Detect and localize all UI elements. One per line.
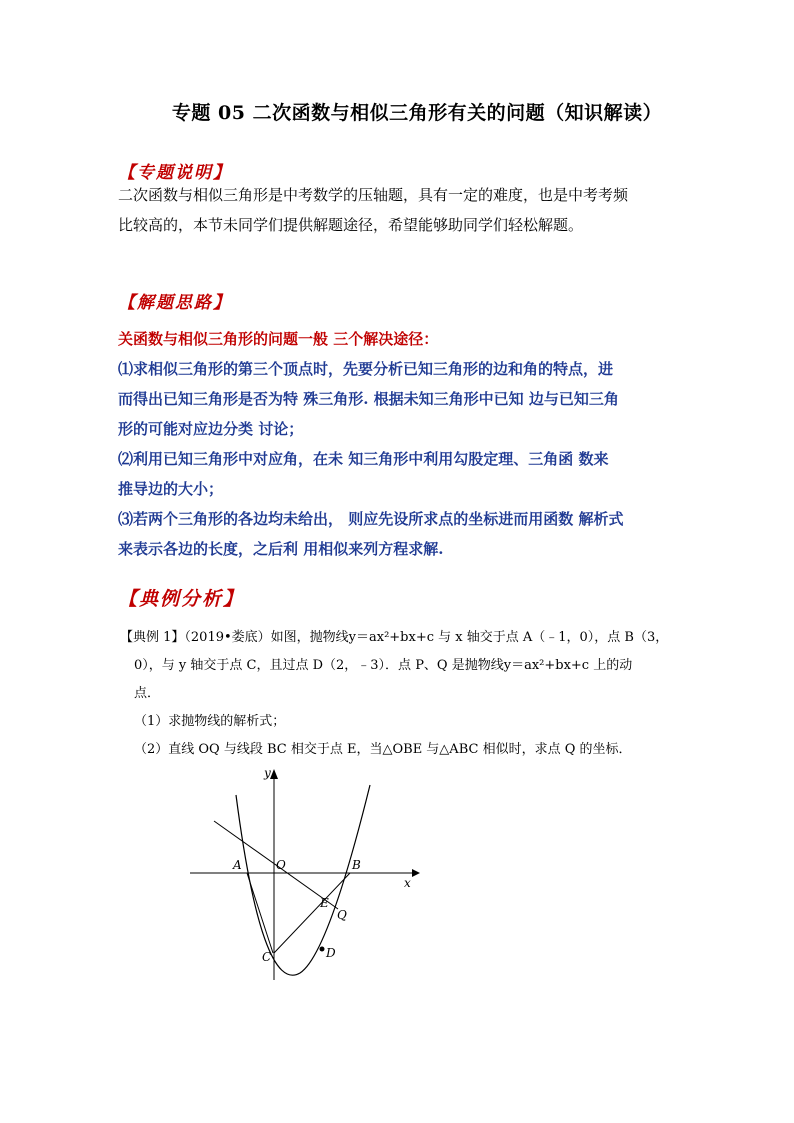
example-question-2: （2）直线 OQ 与线段 BC 相交于点 E，当△OBE 与△ABC 相似时，求点 Q 的坐标．: [134, 742, 632, 757]
label-c: C: [262, 950, 272, 964]
label-y: y: [264, 766, 271, 780]
approach-point-3-line-1: ⑶若两个三角形的各边均未给出， 则应先设所求点的坐标进而用函数 解析式: [118, 510, 624, 528]
example-line-2: 0），与 y 轴交于点 C，且过点 D（2，﹣3）．点 P、Q 是抛物线y＝ax²+bx+c 上的动: [134, 658, 633, 673]
y-axis-arrow-icon: [270, 769, 278, 779]
label-q: Q: [337, 908, 347, 922]
label-a: A: [233, 858, 242, 872]
label-x: x: [404, 876, 411, 890]
label-e: E: [320, 896, 329, 910]
intro-paragraph: [118, 180, 678, 240]
label-b: B: [352, 858, 361, 872]
section-heading-examples: 【典例分析】: [118, 588, 245, 610]
intro-line-2: 比较高的，本节未同学们提供解题途径，希望能够助同学们轻松解题。: [118, 216, 584, 234]
approach-point-1-line-1: ⑴求相似三角形的第三个顶点时，先要分析已知三角形的边和角的特点，进: [118, 360, 614, 378]
parabola-figure: [180, 765, 430, 990]
segment-ac: [247, 873, 273, 953]
example-line-3: 点．: [134, 686, 161, 701]
label-d: D: [326, 946, 336, 960]
section-heading-intro: 【专题说明】: [118, 163, 232, 183]
section-heading-approach: 【解题思路】: [118, 293, 232, 313]
intro-line-1: 二次函数与相似三角形是中考数学的压轴题，具有一定的难度，也是中考考频: [118, 186, 629, 204]
approach-paragraph: [118, 324, 678, 564]
parabola-curve: [236, 785, 370, 975]
approach-point-1-line-2: 而得出已知三角形是否为特 殊三角形. 根据未知三角形中已知 边与已知三角: [118, 390, 619, 408]
point-d-dot: [320, 947, 325, 952]
approach-point-2-line-1: ⑵利用已知三角形中对应角，在未 知三角形中利用勾股定理、三角函 数来: [118, 450, 609, 468]
approach-point-2-line-2: 推导边的大小；: [118, 480, 224, 498]
example-question-1: （1）求抛物线的解析式；: [134, 714, 286, 729]
label-o: O: [276, 858, 286, 872]
approach-point-3-line-2: 来表示各边的长度，之后利 用相似来列方程求解.: [118, 540, 444, 558]
approach-point-1-line-3: 形的可能对应边分类 讨论；: [118, 420, 304, 438]
x-axis-arrow-icon: [412, 869, 420, 877]
example-line-1: 【典例 1】（2019•娄底）如图，抛物线y＝ax²+bx+c 与 x 轴交于点 A（﹣1，0），点 B（3，: [120, 630, 669, 645]
hidden-guide: [274, 911, 324, 953]
example-1: [120, 624, 680, 764]
page-title: 专题 05 二次函数与相似三角形有关的问题（知识解读）: [171, 102, 663, 124]
approach-lead: 关函数与相似三角形的问题一般 三个解决途径：: [118, 330, 439, 348]
